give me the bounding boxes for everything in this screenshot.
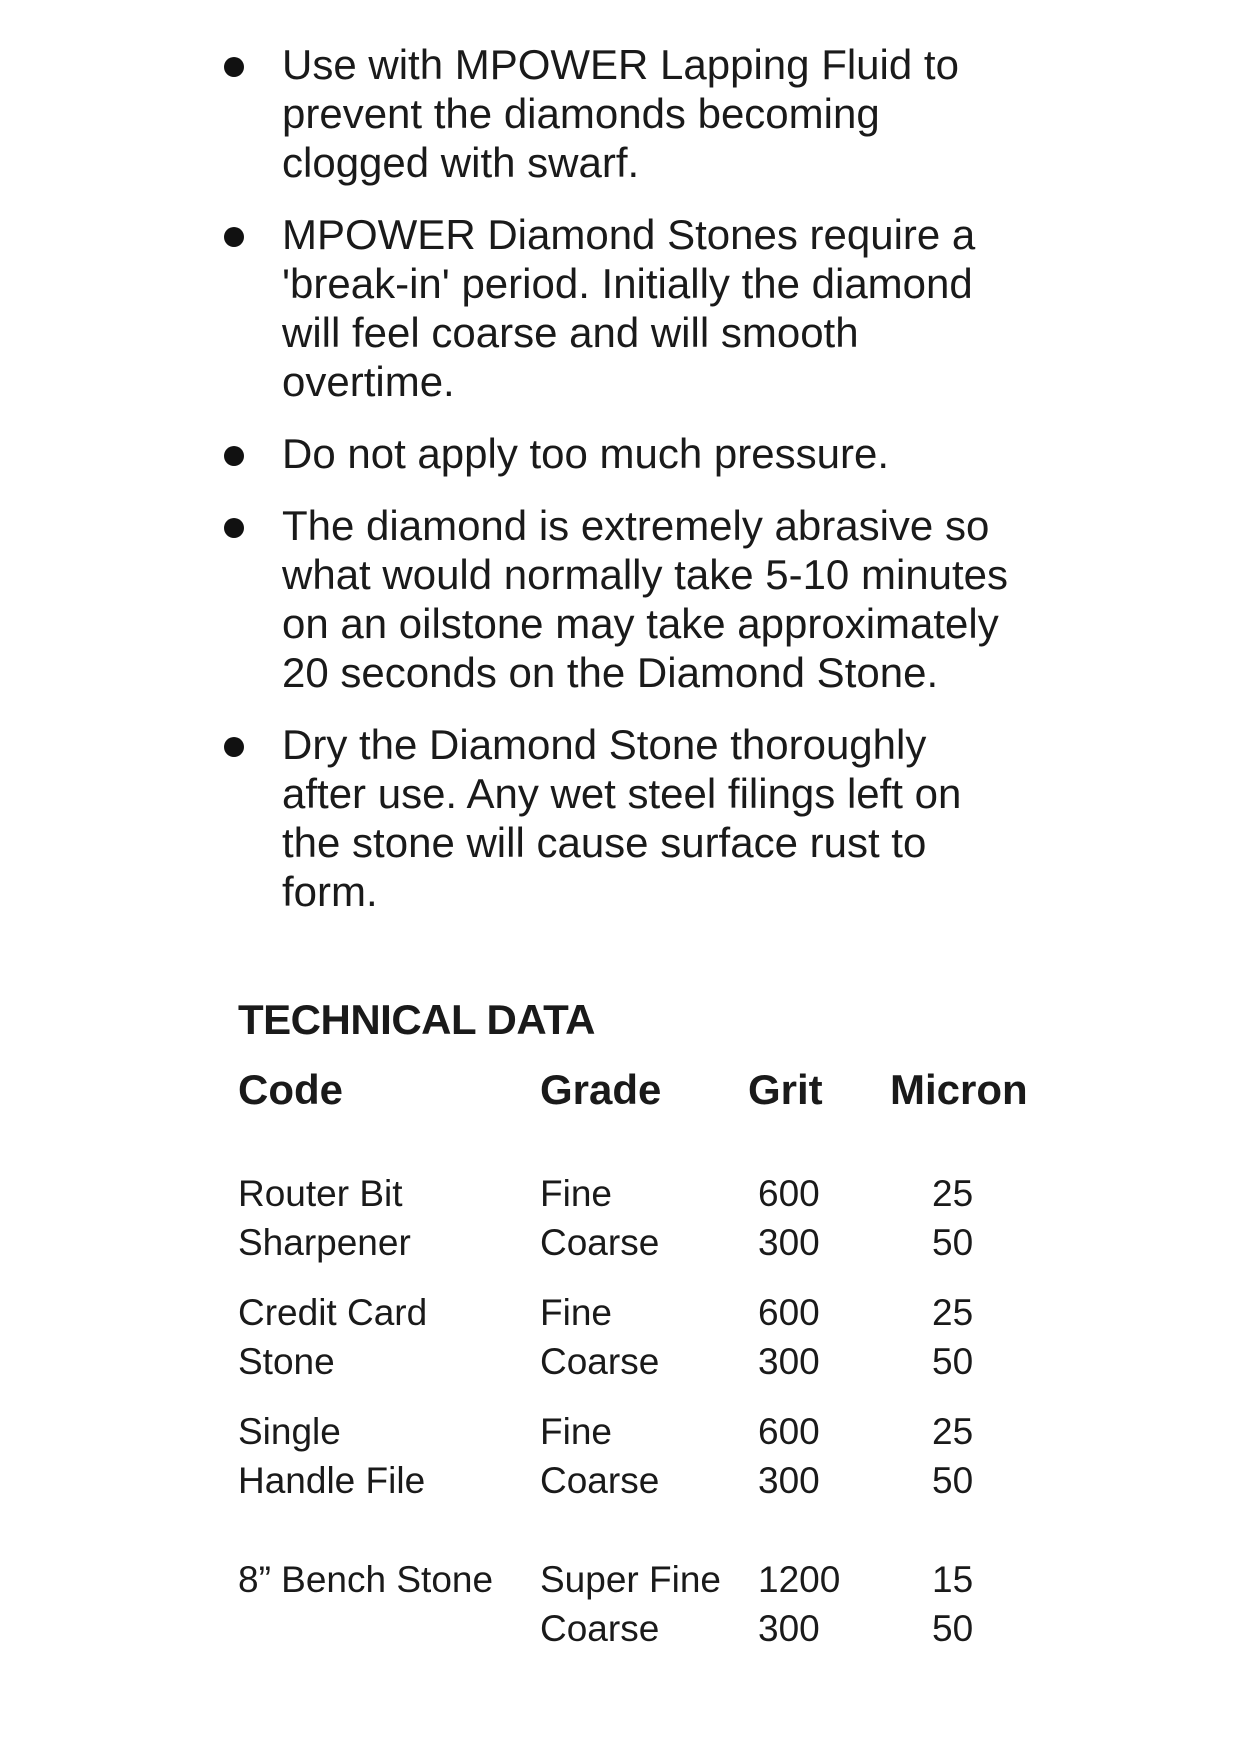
bullet-line: on an oilstone may take approximately xyxy=(282,600,999,647)
cell-micron: 25 xyxy=(932,1292,974,1333)
table-header-row xyxy=(238,1065,1060,1169)
cell-grade: Fine xyxy=(540,1411,612,1452)
cell-grit: 1200 xyxy=(758,1559,841,1600)
cell-grit: 300 xyxy=(758,1341,820,1382)
cell-grit: 600 xyxy=(758,1173,820,1214)
cell-code: Credit Card xyxy=(238,1292,428,1333)
table-row xyxy=(238,1288,1060,1337)
bullet-text xyxy=(282,210,1122,406)
bullet-line: clogged with swarf. xyxy=(282,139,640,186)
table-row xyxy=(238,1555,1060,1604)
bullet-line: will feel coarse and will smooth xyxy=(282,309,859,356)
list-item xyxy=(222,501,1122,697)
group-spacer xyxy=(238,1267,1060,1288)
bullet-dot-icon xyxy=(224,227,244,247)
technical-data-table xyxy=(238,1065,1060,1653)
cell-grade: Coarse xyxy=(540,1341,660,1382)
cell-grit: 300 xyxy=(758,1460,820,1501)
cell-grade: Coarse xyxy=(540,1222,660,1263)
cell-code: 8” Bench Stone xyxy=(238,1559,494,1600)
cell-micron: 50 xyxy=(932,1222,974,1263)
bullet-dot-icon xyxy=(224,737,244,757)
table-row xyxy=(238,1218,1060,1267)
bullet-line: what would normally take 5-10 minutes xyxy=(282,551,1009,598)
list-item xyxy=(222,720,1122,916)
cell-grit: 600 xyxy=(758,1411,820,1452)
table-row xyxy=(238,1169,1060,1218)
bullet-text xyxy=(282,720,1122,916)
usage-notes-list xyxy=(222,40,1122,939)
list-item xyxy=(222,429,1122,478)
bullet-text xyxy=(282,40,1122,187)
group-spacer xyxy=(238,1386,1060,1407)
bullet-line: 20 seconds on the Diamond Stone. xyxy=(282,649,939,696)
table-row xyxy=(238,1604,1060,1653)
cell-grit: 300 xyxy=(758,1608,820,1649)
cell-grade: Fine xyxy=(540,1173,612,1214)
technical-data-heading: TECHNICAL DATA xyxy=(238,996,595,1043)
cell-code: Router Bit xyxy=(238,1173,403,1214)
bullet-line: MPOWER Diamond Stones require a xyxy=(282,211,976,258)
table-row xyxy=(238,1456,1060,1505)
cell-code: Single xyxy=(238,1411,341,1452)
cell-grit: 600 xyxy=(758,1292,820,1333)
list-item xyxy=(222,210,1122,406)
header-grit: Grit xyxy=(748,1066,823,1113)
cell-code: Stone xyxy=(238,1341,335,1382)
bullet-line: Dry the Diamond Stone thoroughly xyxy=(282,721,927,768)
bullet-line: the stone will cause surface rust to xyxy=(282,819,927,866)
header-micron: Micron xyxy=(890,1066,1028,1113)
bullet-line: form. xyxy=(282,868,378,915)
cell-grade: Coarse xyxy=(540,1460,660,1501)
group-spacer xyxy=(238,1505,1060,1555)
cell-grit: 300 xyxy=(758,1222,820,1263)
bullet-text xyxy=(282,501,1122,697)
cell-grade: Coarse xyxy=(540,1608,660,1649)
bullet-line: The diamond is extremely abrasive so xyxy=(282,502,990,549)
table-row xyxy=(238,1337,1060,1386)
bullet-dot-icon xyxy=(224,57,244,77)
header-code: Code xyxy=(238,1066,343,1113)
bullet-line: after use. Any wet steel filings left on xyxy=(282,770,962,817)
bullet-line: 'break-in' period. Initially the diamond xyxy=(282,260,973,307)
bullet-dot-icon xyxy=(224,518,244,538)
table-row xyxy=(238,1407,1060,1456)
cell-micron: 15 xyxy=(932,1559,974,1600)
cell-micron: 50 xyxy=(932,1341,974,1382)
bullet-text xyxy=(282,429,1122,478)
bullet-dot-icon xyxy=(224,446,244,466)
bullet-line: prevent the diamonds becoming xyxy=(282,90,880,137)
header-grade: Grade xyxy=(540,1066,662,1113)
cell-code xyxy=(238,1604,540,1653)
cell-micron: 50 xyxy=(932,1460,974,1501)
cell-code: Handle File xyxy=(238,1460,426,1501)
bullet-line: Use with MPOWER Lapping Fluid to xyxy=(282,41,959,88)
cell-micron: 25 xyxy=(932,1173,974,1214)
list-item xyxy=(222,40,1122,187)
cell-micron: 50 xyxy=(932,1608,974,1649)
cell-grade: Fine xyxy=(540,1292,612,1333)
bullet-line: Do not apply too much pressure. xyxy=(282,430,889,477)
cell-code: Sharpener xyxy=(238,1222,411,1263)
cell-grade: Super Fine xyxy=(540,1559,721,1600)
cell-micron: 25 xyxy=(932,1411,974,1452)
bullet-line: overtime. xyxy=(282,358,455,405)
